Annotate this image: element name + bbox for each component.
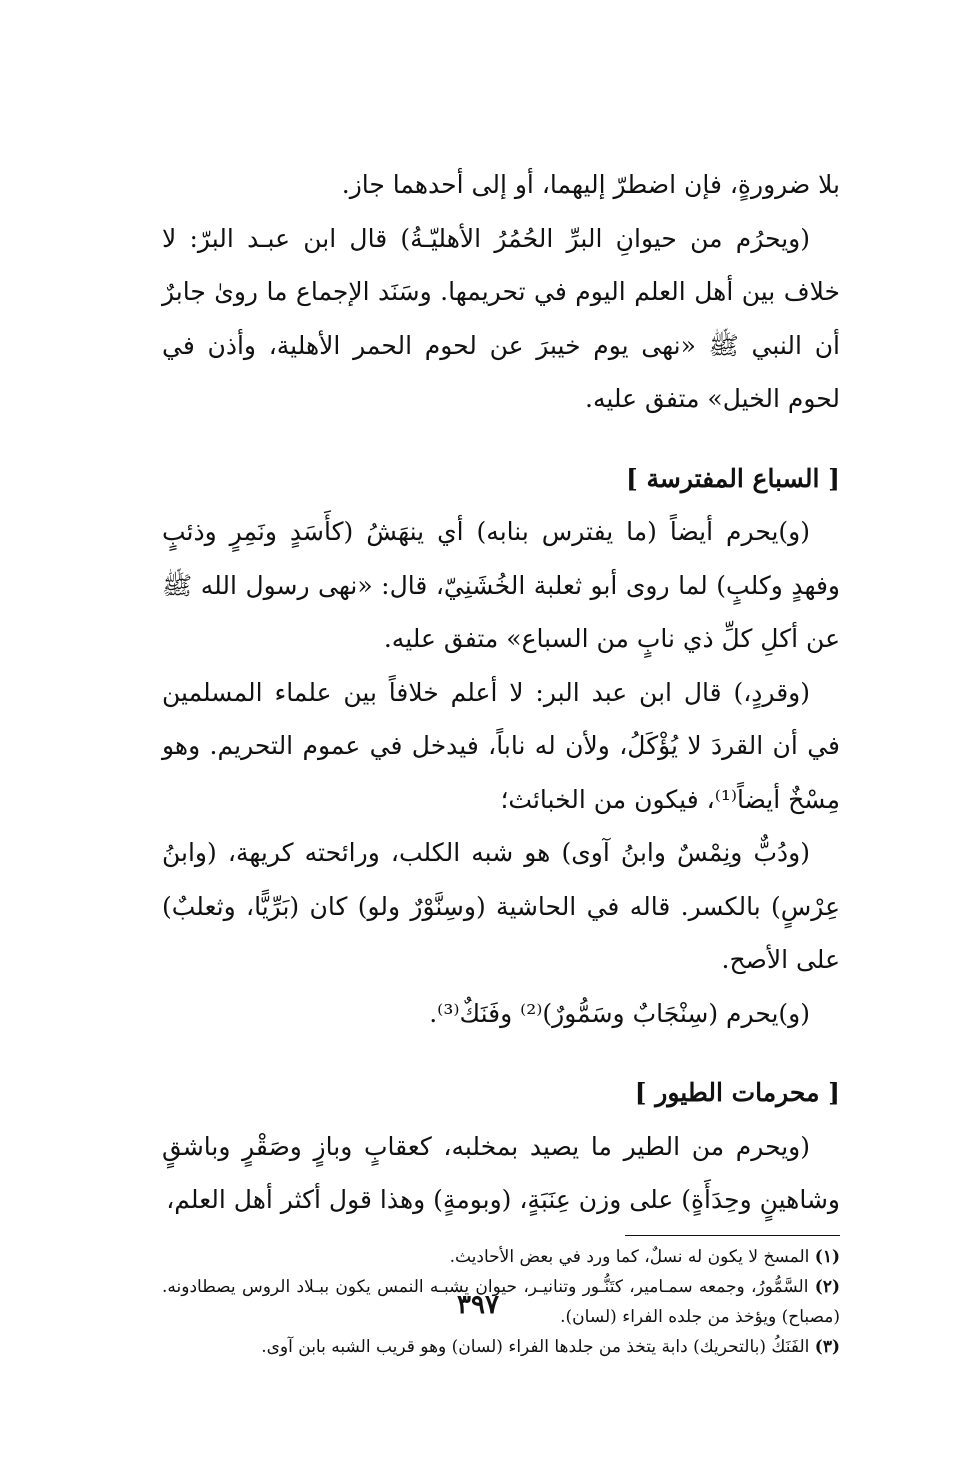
section-heading-birds: [ محرمات الطيور ]: [634, 1078, 840, 1107]
spacer: [162, 1040, 840, 1066]
footnote-number: (٢): [814, 1276, 840, 1297]
paragraph-7: (ويحرم من الطير ما يصيد بمخلبه، كعقابٍ وبازٍ وصَقْرٍ وباشقٍ وشاهينٍ وحِدَأَةٍ) على وزن عِنَبَةٍ، (وبومةٍ) وهذا قول أكثر أهل العلم،: [162, 1131, 840, 1214]
section-heading-predators: [ السباع المفترسة ]: [625, 463, 840, 493]
paragraph-1: بلا ضرورةٍ، فإن اضطرّ إليهما، أو إلى أحدهما جاز.: [341, 170, 840, 199]
footnote-number: (٣): [814, 1336, 840, 1357]
spacer: [162, 426, 840, 452]
footnote-text: المسخ لا يكون له نسلٌ، كما ورد في بعض الأحاديث.: [449, 1246, 810, 1267]
page-content: [162, 158, 840, 1362]
paragraph-3: (و)يحرم أيضاً (ما يفترس بنابه) أي ينهَشُ (كأَسَدٍ ونَمِرٍ وذئبٍ وفهدٍ وكلبٍ) لما روى أبو ثعلبة الخُشَنِيّ، قال: «نهى رسول الله ﷺ عن أكلِ كلِّ ذي نابٍ من السباع» متفق عليه.: [162, 517, 840, 653]
paragraph-6: (و)يحرم (سِنْجَابٌ وسَمُّورٌ)⁽²⁾ وفَنَكٌ⁽³⁾.: [429, 998, 810, 1028]
paragraph-4: (وقردٍ،) قال ابن عبد البر: لا أعلم خلافاً بين علماء المسلمين في أن القردَ لا يُؤْكَلُ، ولأن له ناباً، فيدخل في عموم التحريم. وهو مِسْخٌ أيضاً⁽¹⁾، فيكون من الخبائث؛: [162, 677, 840, 814]
paragraph-2: (ويحرُم من حيوانِ البرِّ الحُمُرُ الأهليّـةُ) قال ابن عبـد البرّ: لا خلاف بين أهل العلم اليوم في تحريمها. وسَنَد الإجماع ما روىٰ جابرٌ أن النبي ﷺ «نهى يوم خيبرَ عن لحوم الحمر الأهلية، وأذن في لحوم الخيل» متفق عليه.: [162, 223, 840, 413]
footnote-1: [162, 1242, 840, 1272]
footnote-separator: [625, 1235, 840, 1236]
footnote-3: [162, 1332, 840, 1362]
paragraph-5: (ودُبٌّ ونِمْسٌ وابنُ آوى) هو شبه الكلب، ورائحته كريهة، (وابنُ عِرْسٍ) بالكسر. قاله في الحاشية (وسِنَّوْرٌ ولو) كان (بَرِّيًّا، وثعلبٌ) على الأصح.: [162, 838, 840, 974]
footnote-text: السَّمُّورُ، وجمعه سمـامير، كتَنُّـور وتنانيـر، حيوان يشبـه النمس يكون ببـلاد الروس يصطادونه. (مصباح) ويؤخذ من جلده الفراء (لسان).: [162, 1276, 840, 1327]
page-number: ٣٩٧: [457, 1290, 499, 1320]
footnote-text: الفَنَكُ (بالتحريك) دابة يتخذ من جلدها الفراء (لسان) وهو قريب الشبه بابن آوى.: [261, 1336, 810, 1357]
footnote-number: (١): [814, 1246, 840, 1267]
